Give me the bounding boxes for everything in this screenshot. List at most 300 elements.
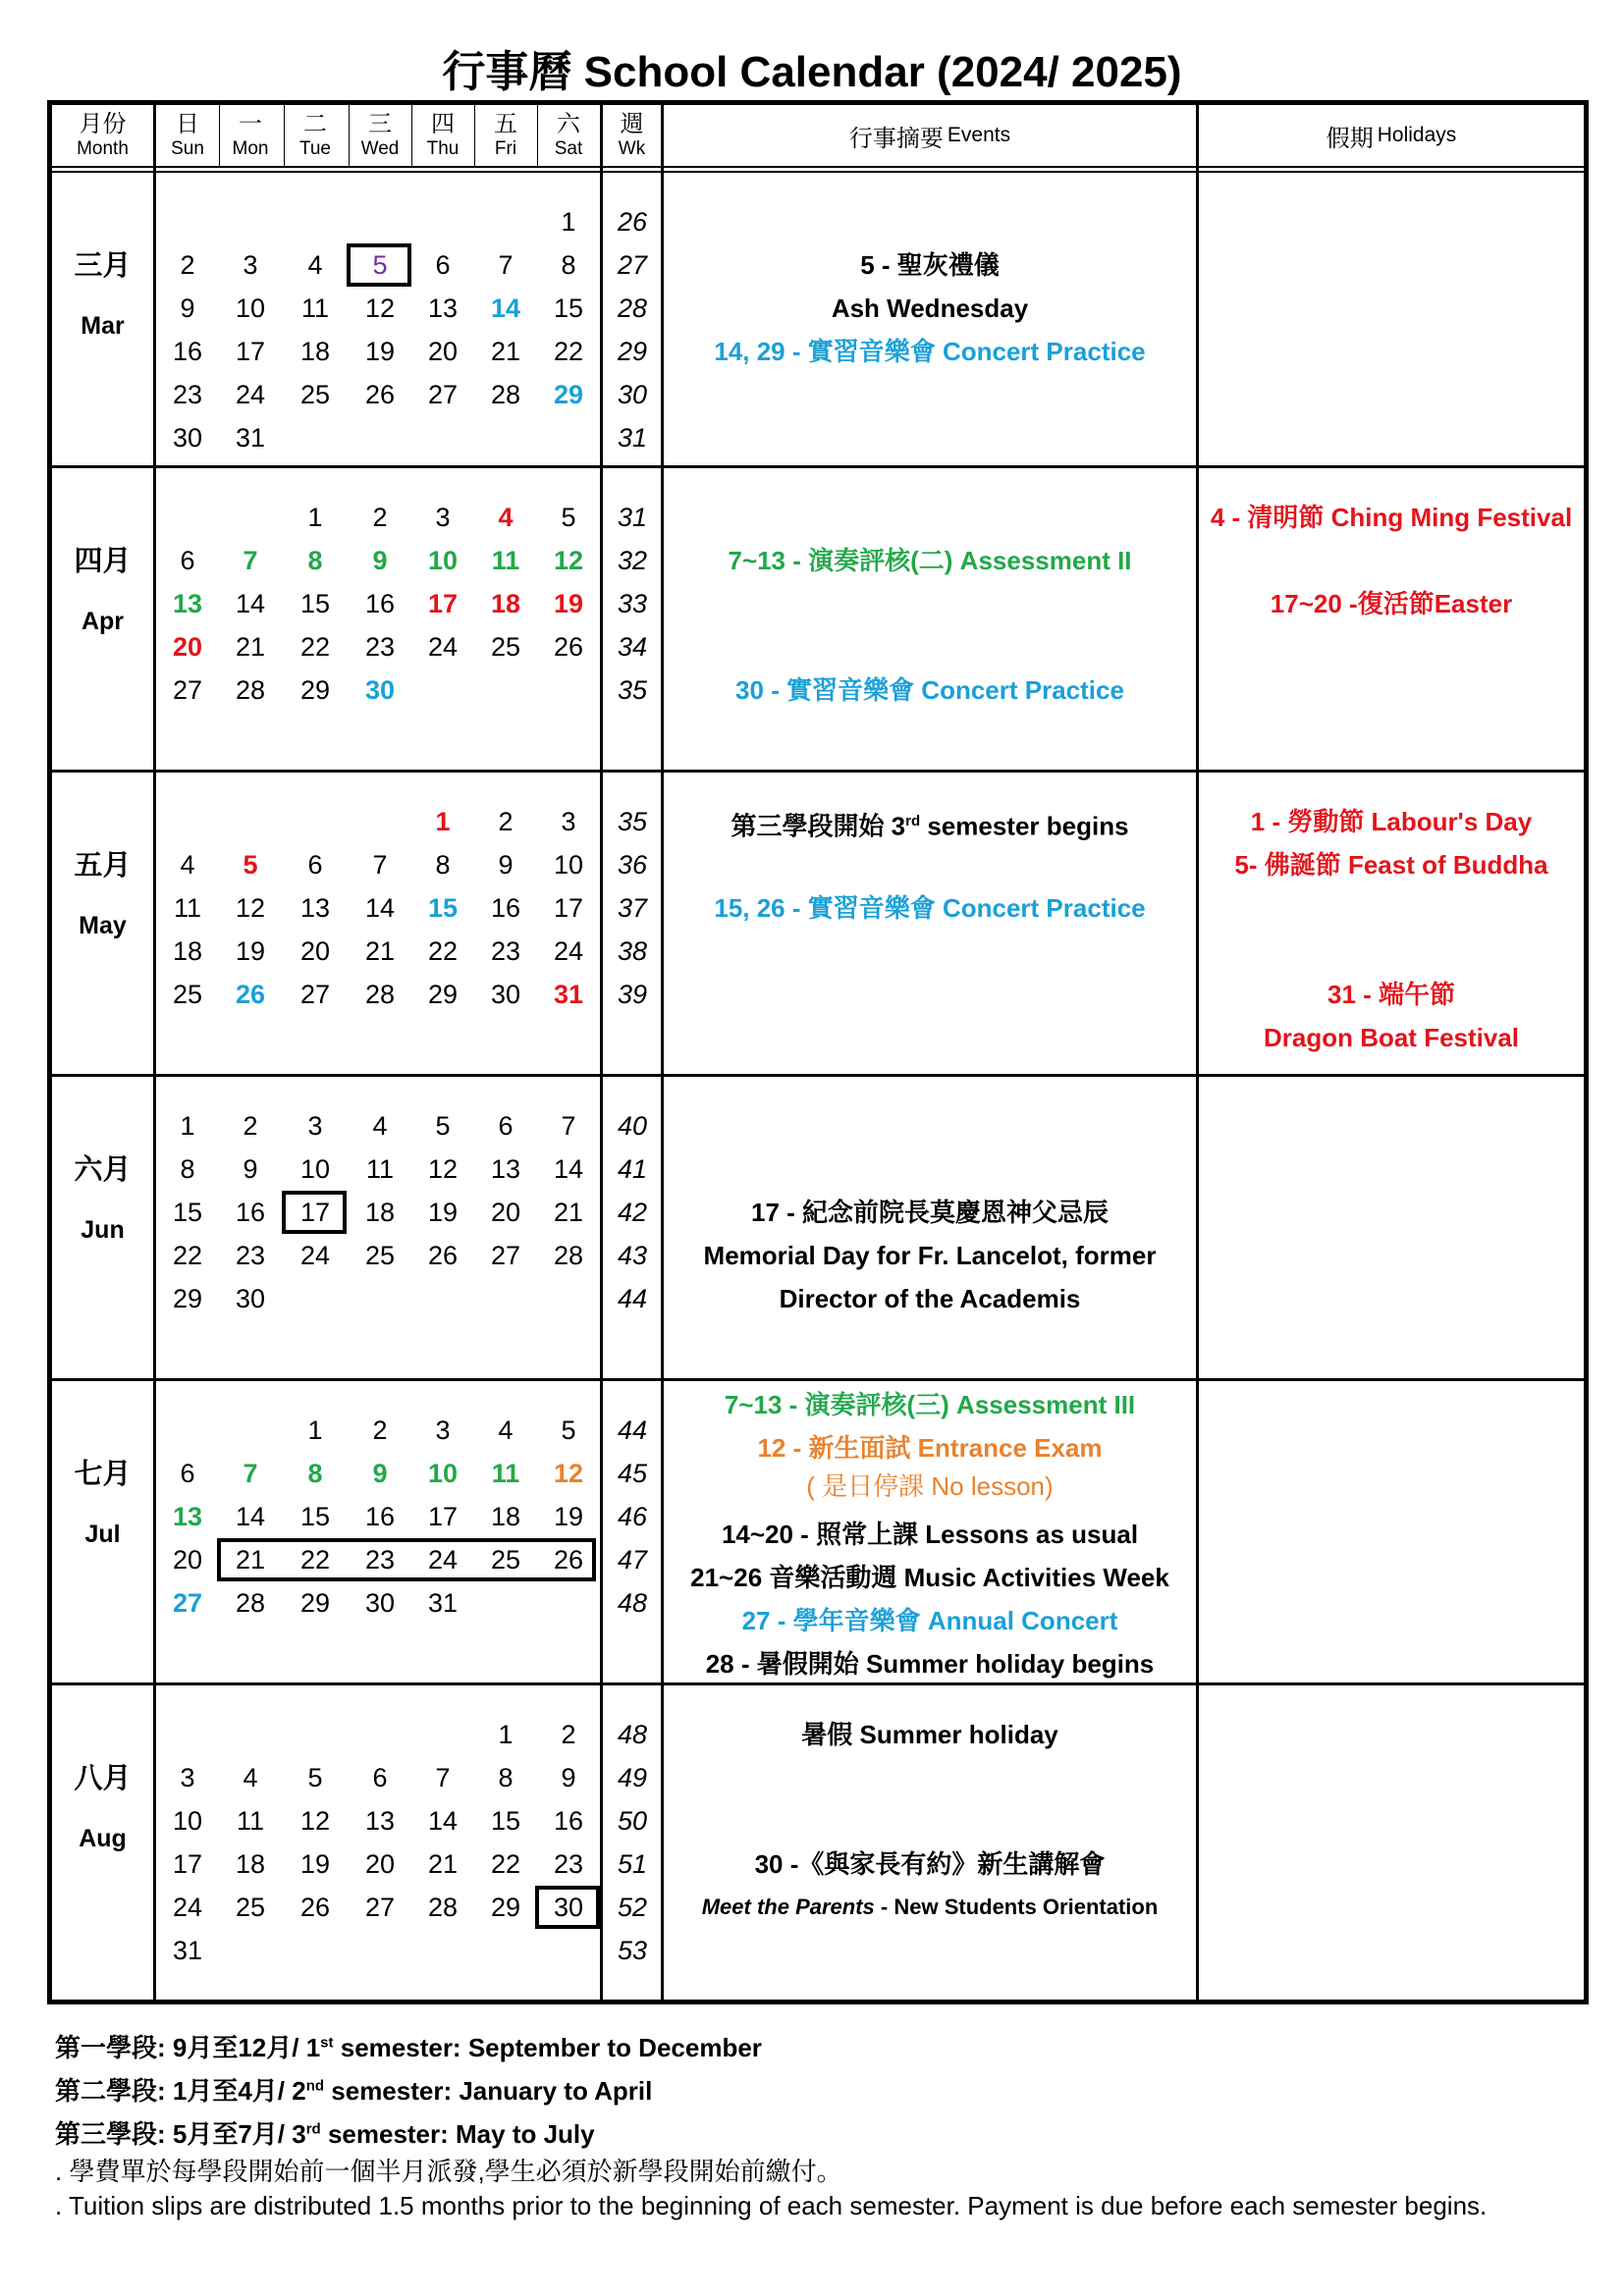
day-cell: 28 xyxy=(553,1241,584,1270)
day-cell: 15 xyxy=(172,1198,203,1227)
day-cell: 5 xyxy=(561,503,576,532)
day-cell: 22 xyxy=(299,632,331,662)
header-cell-divider xyxy=(219,105,220,166)
event-item: 14~20 - 照常上課 Lessons as usual xyxy=(721,1519,1139,1549)
day-cell: 9 xyxy=(561,1763,576,1792)
day-cell: 23 xyxy=(553,1849,584,1879)
footer-sem3: 第三學段: 5月至7月/ 3rd semester: May to July xyxy=(55,2119,595,2149)
day-cell: 4 xyxy=(498,1415,514,1445)
day-cell: 26 xyxy=(427,1241,459,1270)
day-cell: 3 xyxy=(435,503,451,532)
day-cell: 15 xyxy=(490,1806,521,1836)
day-cell: 27 xyxy=(364,1893,396,1922)
day-cell: 2 xyxy=(498,807,514,836)
footer-sem1: 第一學段: 9月至12月/ 1st semester: September to December xyxy=(55,2033,762,2062)
month-divider xyxy=(52,465,1584,468)
month-label-zh: 七月 xyxy=(74,1459,132,1490)
day-cell: 25 xyxy=(490,1545,521,1575)
day-cell: 15 xyxy=(299,1502,331,1531)
day-cell: 6 xyxy=(435,250,451,280)
calendar-table xyxy=(47,100,1589,2004)
holiday-item: Dragon Boat Festival xyxy=(1263,1023,1520,1052)
month-label-en: Jul xyxy=(84,1521,121,1548)
day-cell: 25 xyxy=(299,380,331,409)
day-cell: 30 xyxy=(172,423,203,453)
week-number: 44 xyxy=(617,1415,648,1445)
event-item: Meet the Parents - New Students Orientation xyxy=(701,1895,1159,1919)
event-item: 7~13 - 演奏評核(三) Assessment III xyxy=(724,1389,1136,1419)
day-cell: 24 xyxy=(299,1241,331,1270)
day-cell: 29 xyxy=(427,980,459,1009)
header-day-en: Sat xyxy=(554,138,583,159)
day-cell: 26 xyxy=(553,1545,584,1575)
header-events xyxy=(664,105,1196,166)
day-cell: 5 xyxy=(561,1415,576,1445)
header-day-zh: 四 xyxy=(431,111,455,137)
month-divider xyxy=(52,1378,1584,1381)
day-cell: 27 xyxy=(172,1588,203,1618)
day-cell: 22 xyxy=(490,1849,521,1879)
day-cell: 8 xyxy=(307,546,323,575)
day-cell: 19 xyxy=(299,1849,331,1879)
day-cell: 8 xyxy=(561,250,576,280)
week-number: 38 xyxy=(617,936,648,966)
day-cell: 7 xyxy=(498,250,514,280)
day-cell: 12 xyxy=(235,893,266,923)
header-day-zh: 二 xyxy=(303,111,327,137)
header-day-wed xyxy=(349,105,411,166)
day-cell: 3 xyxy=(180,1763,195,1792)
day-cell: 20 xyxy=(299,936,331,966)
day-cell: 3 xyxy=(435,1415,451,1445)
day-cell: 21 xyxy=(490,337,521,366)
day-cell: 2 xyxy=(372,503,388,532)
day-cell: 17 xyxy=(427,589,459,618)
day-cell: 6 xyxy=(307,850,323,880)
day-cell: 12 xyxy=(427,1154,459,1184)
month-divider xyxy=(52,1074,1584,1077)
day-cell: 31 xyxy=(553,980,584,1009)
event-item: Ash Wednesday xyxy=(831,294,1029,323)
day-cell: 5 xyxy=(435,1111,451,1141)
day-cell: 14 xyxy=(235,1502,266,1531)
day-cell: 28 xyxy=(235,1588,266,1618)
week-number: 39 xyxy=(617,980,648,1009)
month-label-zh: 六月 xyxy=(74,1154,132,1186)
week-number: 31 xyxy=(617,503,648,532)
day-cell: 9 xyxy=(372,546,388,575)
header-day-en: Fri xyxy=(494,138,517,159)
month-label-en: Aug xyxy=(79,1825,127,1852)
day-cell: 7 xyxy=(372,850,388,880)
day-cell: 19 xyxy=(553,589,584,618)
day-cell: 14 xyxy=(553,1154,584,1184)
week-number: 34 xyxy=(617,632,648,662)
day-cell: 4 xyxy=(180,850,195,880)
day-cell: 23 xyxy=(235,1241,266,1270)
event-item: 7~13 - 演奏評核(二) Assessment II xyxy=(728,546,1132,575)
footer-note-zh: . 學費單於每學段開始前一個半月派發,學生必須於新學段開始前繳付。 xyxy=(55,2157,842,2186)
day-cell: 21 xyxy=(553,1198,584,1227)
day-cell: 18 xyxy=(364,1198,396,1227)
header-month-en: Month xyxy=(77,138,129,159)
holiday-item: 17~20 -復活節Easter xyxy=(1270,589,1513,618)
header-day-en: Sun xyxy=(171,138,204,159)
header-week-en: Wk xyxy=(618,138,646,159)
day-cell: 3 xyxy=(307,1111,323,1141)
day-cell: 5 xyxy=(307,1763,323,1792)
month-label-zh: 五月 xyxy=(74,850,132,881)
event-item: 27 - 學年音樂會 Annual Concert xyxy=(741,1605,1118,1635)
event-item: 30 - 實習音樂會 Concert Practice xyxy=(735,675,1124,705)
footer-note-en: . Tuition slips are distributed 1.5 months prior to the beginning of each semester. Payment is due before each semester begins. xyxy=(55,2191,1488,2220)
day-cell: 31 xyxy=(427,1588,459,1618)
event-item: 暑假 Summer holiday xyxy=(801,1720,1058,1749)
week-number: 32 xyxy=(617,546,648,575)
header-day-sat xyxy=(537,105,600,166)
header-day-zh: 一 xyxy=(239,111,262,137)
day-cell: 4 xyxy=(372,1111,388,1141)
header-day-zh: 六 xyxy=(557,111,580,137)
day-cell: 7 xyxy=(243,1459,258,1488)
header-month xyxy=(52,105,153,166)
header-holidays xyxy=(1199,105,1584,166)
day-cell: 28 xyxy=(427,1893,459,1922)
day-cell: 31 xyxy=(235,423,266,453)
day-cell: 7 xyxy=(561,1111,576,1141)
day-cell: 25 xyxy=(172,980,203,1009)
header-cell-divider xyxy=(284,105,285,166)
header-holidays-zh: 假期 xyxy=(1326,125,1374,152)
month-label-en: Jun xyxy=(81,1216,125,1244)
event-item: ( 是日停課 No lesson) xyxy=(806,1471,1054,1502)
week-number: 33 xyxy=(617,589,648,618)
day-cell: 8 xyxy=(180,1154,195,1184)
day-cell: 2 xyxy=(243,1111,258,1141)
day-cell: 14 xyxy=(490,294,521,323)
day-cell: 20 xyxy=(172,632,203,662)
day-cell: 30 xyxy=(364,675,396,705)
day-cell: 26 xyxy=(364,380,396,409)
week-number: 52 xyxy=(617,1893,648,1922)
event-item: Memorial Day for Fr. Lancelot, former xyxy=(703,1241,1157,1270)
day-cell: 5 xyxy=(372,250,388,280)
week-number: 30 xyxy=(617,380,648,409)
day-cell: 1 xyxy=(307,503,323,532)
footer-sem2: 第二學段: 1月至4月/ 2nd semester: January to April xyxy=(55,2076,653,2106)
day-cell: 26 xyxy=(235,980,266,1009)
day-cell: 10 xyxy=(553,850,584,880)
day-cell: 18 xyxy=(172,936,203,966)
day-cell: 13 xyxy=(172,1502,203,1531)
day-cell: 8 xyxy=(498,1763,514,1792)
week-number: 28 xyxy=(617,294,648,323)
month-label-zh: 四月 xyxy=(74,546,132,577)
header-cell-divider xyxy=(349,105,350,166)
day-cell: 6 xyxy=(372,1763,388,1792)
header-cell-divider xyxy=(474,105,475,166)
day-cell: 24 xyxy=(172,1893,203,1922)
day-cell: 11 xyxy=(300,294,330,323)
day-cell: 1 xyxy=(180,1111,195,1141)
day-cell: 18 xyxy=(299,337,331,366)
week-number: 37 xyxy=(617,893,648,923)
month-label-en: Apr xyxy=(81,608,125,635)
day-cell: 22 xyxy=(172,1241,203,1270)
day-cell: 15 xyxy=(299,589,331,618)
week-number: 48 xyxy=(617,1720,648,1749)
day-cell: 8 xyxy=(435,850,451,880)
day-cell: 1 xyxy=(435,807,451,836)
month-divider xyxy=(52,1682,1584,1685)
highlight-box xyxy=(282,1191,347,1234)
day-cell: 2 xyxy=(372,1415,388,1445)
day-cell: 16 xyxy=(235,1198,266,1227)
header-day-zh: 五 xyxy=(494,111,517,137)
day-cell: 17 xyxy=(427,1502,459,1531)
day-cell: 11 xyxy=(173,893,202,923)
day-cell: 1 xyxy=(307,1415,323,1445)
day-cell: 1 xyxy=(498,1720,514,1749)
holiday-item: 5- 佛誕節 Feast of Buddha xyxy=(1234,850,1548,880)
day-cell: 11 xyxy=(491,1459,520,1488)
day-cell: 26 xyxy=(299,1893,331,1922)
week-number: 27 xyxy=(617,250,648,280)
day-cell: 24 xyxy=(235,380,266,409)
month-label-zh: 三月 xyxy=(74,250,132,282)
day-cell: 15 xyxy=(427,893,459,923)
header-day-zh: 日 xyxy=(176,111,199,137)
day-cell: 13 xyxy=(364,1806,396,1836)
day-cell: 29 xyxy=(299,1588,331,1618)
day-cell: 2 xyxy=(561,1720,576,1749)
day-cell: 10 xyxy=(299,1154,331,1184)
day-cell: 3 xyxy=(243,250,258,280)
day-cell: 2 xyxy=(180,250,195,280)
header-week xyxy=(603,105,661,166)
day-cell: 3 xyxy=(561,807,576,836)
event-item: 17 - 紀念前院長莫慶恩神父忌辰 xyxy=(750,1198,1110,1227)
day-cell: 6 xyxy=(180,546,195,575)
day-cell: 1 xyxy=(561,207,576,237)
holiday-item: 31 - 端午節 xyxy=(1326,980,1456,1009)
header-day-zh: 三 xyxy=(368,111,392,137)
day-cell: 9 xyxy=(372,1459,388,1488)
week-number: 43 xyxy=(617,1241,648,1270)
day-cell: 12 xyxy=(299,1806,331,1836)
week-number: 48 xyxy=(617,1588,648,1618)
day-cell: 30 xyxy=(235,1284,266,1313)
week-number: 53 xyxy=(617,1936,648,1965)
header-day-en: Thu xyxy=(426,138,460,159)
day-cell: 24 xyxy=(427,632,459,662)
highlight-box xyxy=(217,1538,596,1581)
day-cell: 24 xyxy=(427,1545,459,1575)
day-cell: 23 xyxy=(490,936,521,966)
day-cell: 11 xyxy=(236,1806,265,1836)
header-cell-divider xyxy=(537,105,538,166)
day-cell: 5 xyxy=(243,850,258,880)
header-divider xyxy=(52,166,1584,173)
week-number: 26 xyxy=(617,207,648,237)
day-cell: 23 xyxy=(364,632,396,662)
header-day-mon xyxy=(219,105,282,166)
day-cell: 28 xyxy=(364,980,396,1009)
day-cell: 10 xyxy=(427,546,459,575)
day-cell: 29 xyxy=(490,1893,521,1922)
day-cell: 25 xyxy=(364,1241,396,1270)
day-cell: 21 xyxy=(235,1545,266,1575)
day-cell: 13 xyxy=(490,1154,521,1184)
day-cell: 18 xyxy=(235,1849,266,1879)
day-cell: 21 xyxy=(235,632,266,662)
week-number: 35 xyxy=(617,675,648,705)
page-title: 行事曆 School Calendar (2024/ 2025) xyxy=(442,48,1182,96)
day-cell: 4 xyxy=(307,250,323,280)
day-cell: 23 xyxy=(364,1545,396,1575)
day-cell: 19 xyxy=(364,337,396,366)
day-cell: 31 xyxy=(172,1936,203,1965)
week-number: 44 xyxy=(617,1284,648,1313)
day-cell: 6 xyxy=(498,1111,514,1141)
header-day-fri xyxy=(474,105,537,166)
week-number: 42 xyxy=(617,1198,648,1227)
highlight-box xyxy=(535,1886,600,1929)
day-cell: 28 xyxy=(235,675,266,705)
day-cell: 14 xyxy=(235,589,266,618)
header-events-en: Events xyxy=(947,124,1011,146)
month-divider xyxy=(52,770,1584,773)
week-number: 31 xyxy=(617,423,648,453)
header-day-en: Wed xyxy=(360,138,400,159)
week-number: 29 xyxy=(617,337,648,366)
day-cell: 16 xyxy=(553,1806,584,1836)
day-cell: 24 xyxy=(553,936,584,966)
day-cell: 8 xyxy=(307,1459,323,1488)
highlight-box xyxy=(347,243,411,287)
day-cell: 12 xyxy=(364,294,396,323)
day-cell: 9 xyxy=(180,294,195,323)
header-holidays-en: Holidays xyxy=(1377,124,1457,146)
day-cell: 10 xyxy=(427,1459,459,1488)
week-number: 47 xyxy=(617,1545,648,1575)
day-cell: 9 xyxy=(498,850,514,880)
day-cell: 22 xyxy=(553,337,584,366)
day-cell: 10 xyxy=(172,1806,203,1836)
day-cell: 18 xyxy=(490,589,521,618)
header-week-zh: 週 xyxy=(620,111,644,137)
day-cell: 27 xyxy=(427,380,459,409)
event-item: 12 - 新生面試 Entrance Exam xyxy=(757,1432,1103,1463)
event-item: Director of the Academis xyxy=(779,1284,1081,1313)
week-number: 36 xyxy=(617,850,648,880)
day-cell: 19 xyxy=(553,1502,584,1531)
day-cell: 23 xyxy=(172,380,203,409)
event-item: 28 - 暑假開始 Summer holiday begins xyxy=(705,1648,1155,1679)
month-label-zh: 八月 xyxy=(74,1763,132,1794)
week-number: 51 xyxy=(617,1849,648,1879)
header-day-en: Tue xyxy=(298,138,332,159)
header-month-zh: 月份 xyxy=(79,111,127,137)
day-cell: 17 xyxy=(172,1849,203,1879)
month-label-en: May xyxy=(79,912,127,939)
day-cell: 25 xyxy=(235,1893,266,1922)
day-cell: 21 xyxy=(364,936,396,966)
week-number: 40 xyxy=(617,1111,648,1141)
day-cell: 11 xyxy=(491,546,520,575)
week-number: 50 xyxy=(617,1806,648,1836)
holiday-item: 1 - 勞動節 Labour's Day xyxy=(1250,807,1533,836)
header-day-sun xyxy=(156,105,219,166)
day-cell: 15 xyxy=(553,294,584,323)
day-cell: 30 xyxy=(553,1893,584,1922)
day-cell: 20 xyxy=(490,1198,521,1227)
day-cell: 19 xyxy=(427,1198,459,1227)
event-item: 15, 26 - 實習音樂會 Concert Practice xyxy=(714,893,1146,923)
day-cell: 12 xyxy=(553,1459,584,1488)
day-cell: 29 xyxy=(299,675,331,705)
day-cell: 27 xyxy=(172,675,203,705)
event-item: 14, 29 - 實習音樂會 Concert Practice xyxy=(714,337,1146,366)
week-number: 35 xyxy=(617,807,648,836)
day-cell: 17 xyxy=(553,893,584,923)
day-cell: 14 xyxy=(364,893,396,923)
day-cell: 14 xyxy=(427,1806,459,1836)
day-cell: 30 xyxy=(364,1588,396,1618)
header-events-zh: 行事摘要 xyxy=(848,125,944,152)
event-item: 21~26 音樂活動週 Music Activities Week xyxy=(690,1562,1169,1592)
header-day-tue xyxy=(284,105,347,166)
day-cell: 12 xyxy=(553,546,584,575)
day-cell: 9 xyxy=(243,1154,258,1184)
day-cell: 27 xyxy=(490,1241,521,1270)
week-number: 46 xyxy=(617,1502,648,1531)
day-cell: 6 xyxy=(180,1459,195,1488)
day-cell: 20 xyxy=(172,1545,203,1575)
day-cell: 25 xyxy=(490,632,521,662)
day-cell: 11 xyxy=(365,1154,395,1184)
day-cell: 16 xyxy=(490,893,521,923)
day-cell: 16 xyxy=(172,337,203,366)
day-cell: 13 xyxy=(427,294,459,323)
event-item: 30 -《與家長有約》新生講解會 xyxy=(754,1849,1106,1879)
day-cell: 10 xyxy=(235,294,266,323)
header-cell-divider xyxy=(411,105,412,166)
day-cell: 29 xyxy=(172,1284,203,1313)
day-cell: 17 xyxy=(299,1198,331,1227)
day-cell: 13 xyxy=(299,893,331,923)
week-number: 45 xyxy=(617,1459,648,1488)
day-cell: 20 xyxy=(427,337,459,366)
day-cell: 7 xyxy=(435,1763,451,1792)
day-cell: 28 xyxy=(490,380,521,409)
day-cell: 22 xyxy=(299,1545,331,1575)
week-number: 49 xyxy=(617,1763,648,1792)
day-cell: 4 xyxy=(243,1763,258,1792)
day-cell: 13 xyxy=(172,589,203,618)
day-cell: 30 xyxy=(490,980,521,1009)
day-cell: 21 xyxy=(427,1849,459,1879)
day-cell: 18 xyxy=(490,1502,521,1531)
day-cell: 19 xyxy=(235,936,266,966)
day-cell: 7 xyxy=(243,546,258,575)
day-cell: 29 xyxy=(553,380,584,409)
event-item: 第三學段開始 3rd semester begins xyxy=(731,811,1129,841)
day-cell: 4 xyxy=(498,503,514,532)
day-cell: 22 xyxy=(427,936,459,966)
event-item: 5 - 聖灰禮儀 xyxy=(860,250,1000,280)
day-cell: 16 xyxy=(364,589,396,618)
